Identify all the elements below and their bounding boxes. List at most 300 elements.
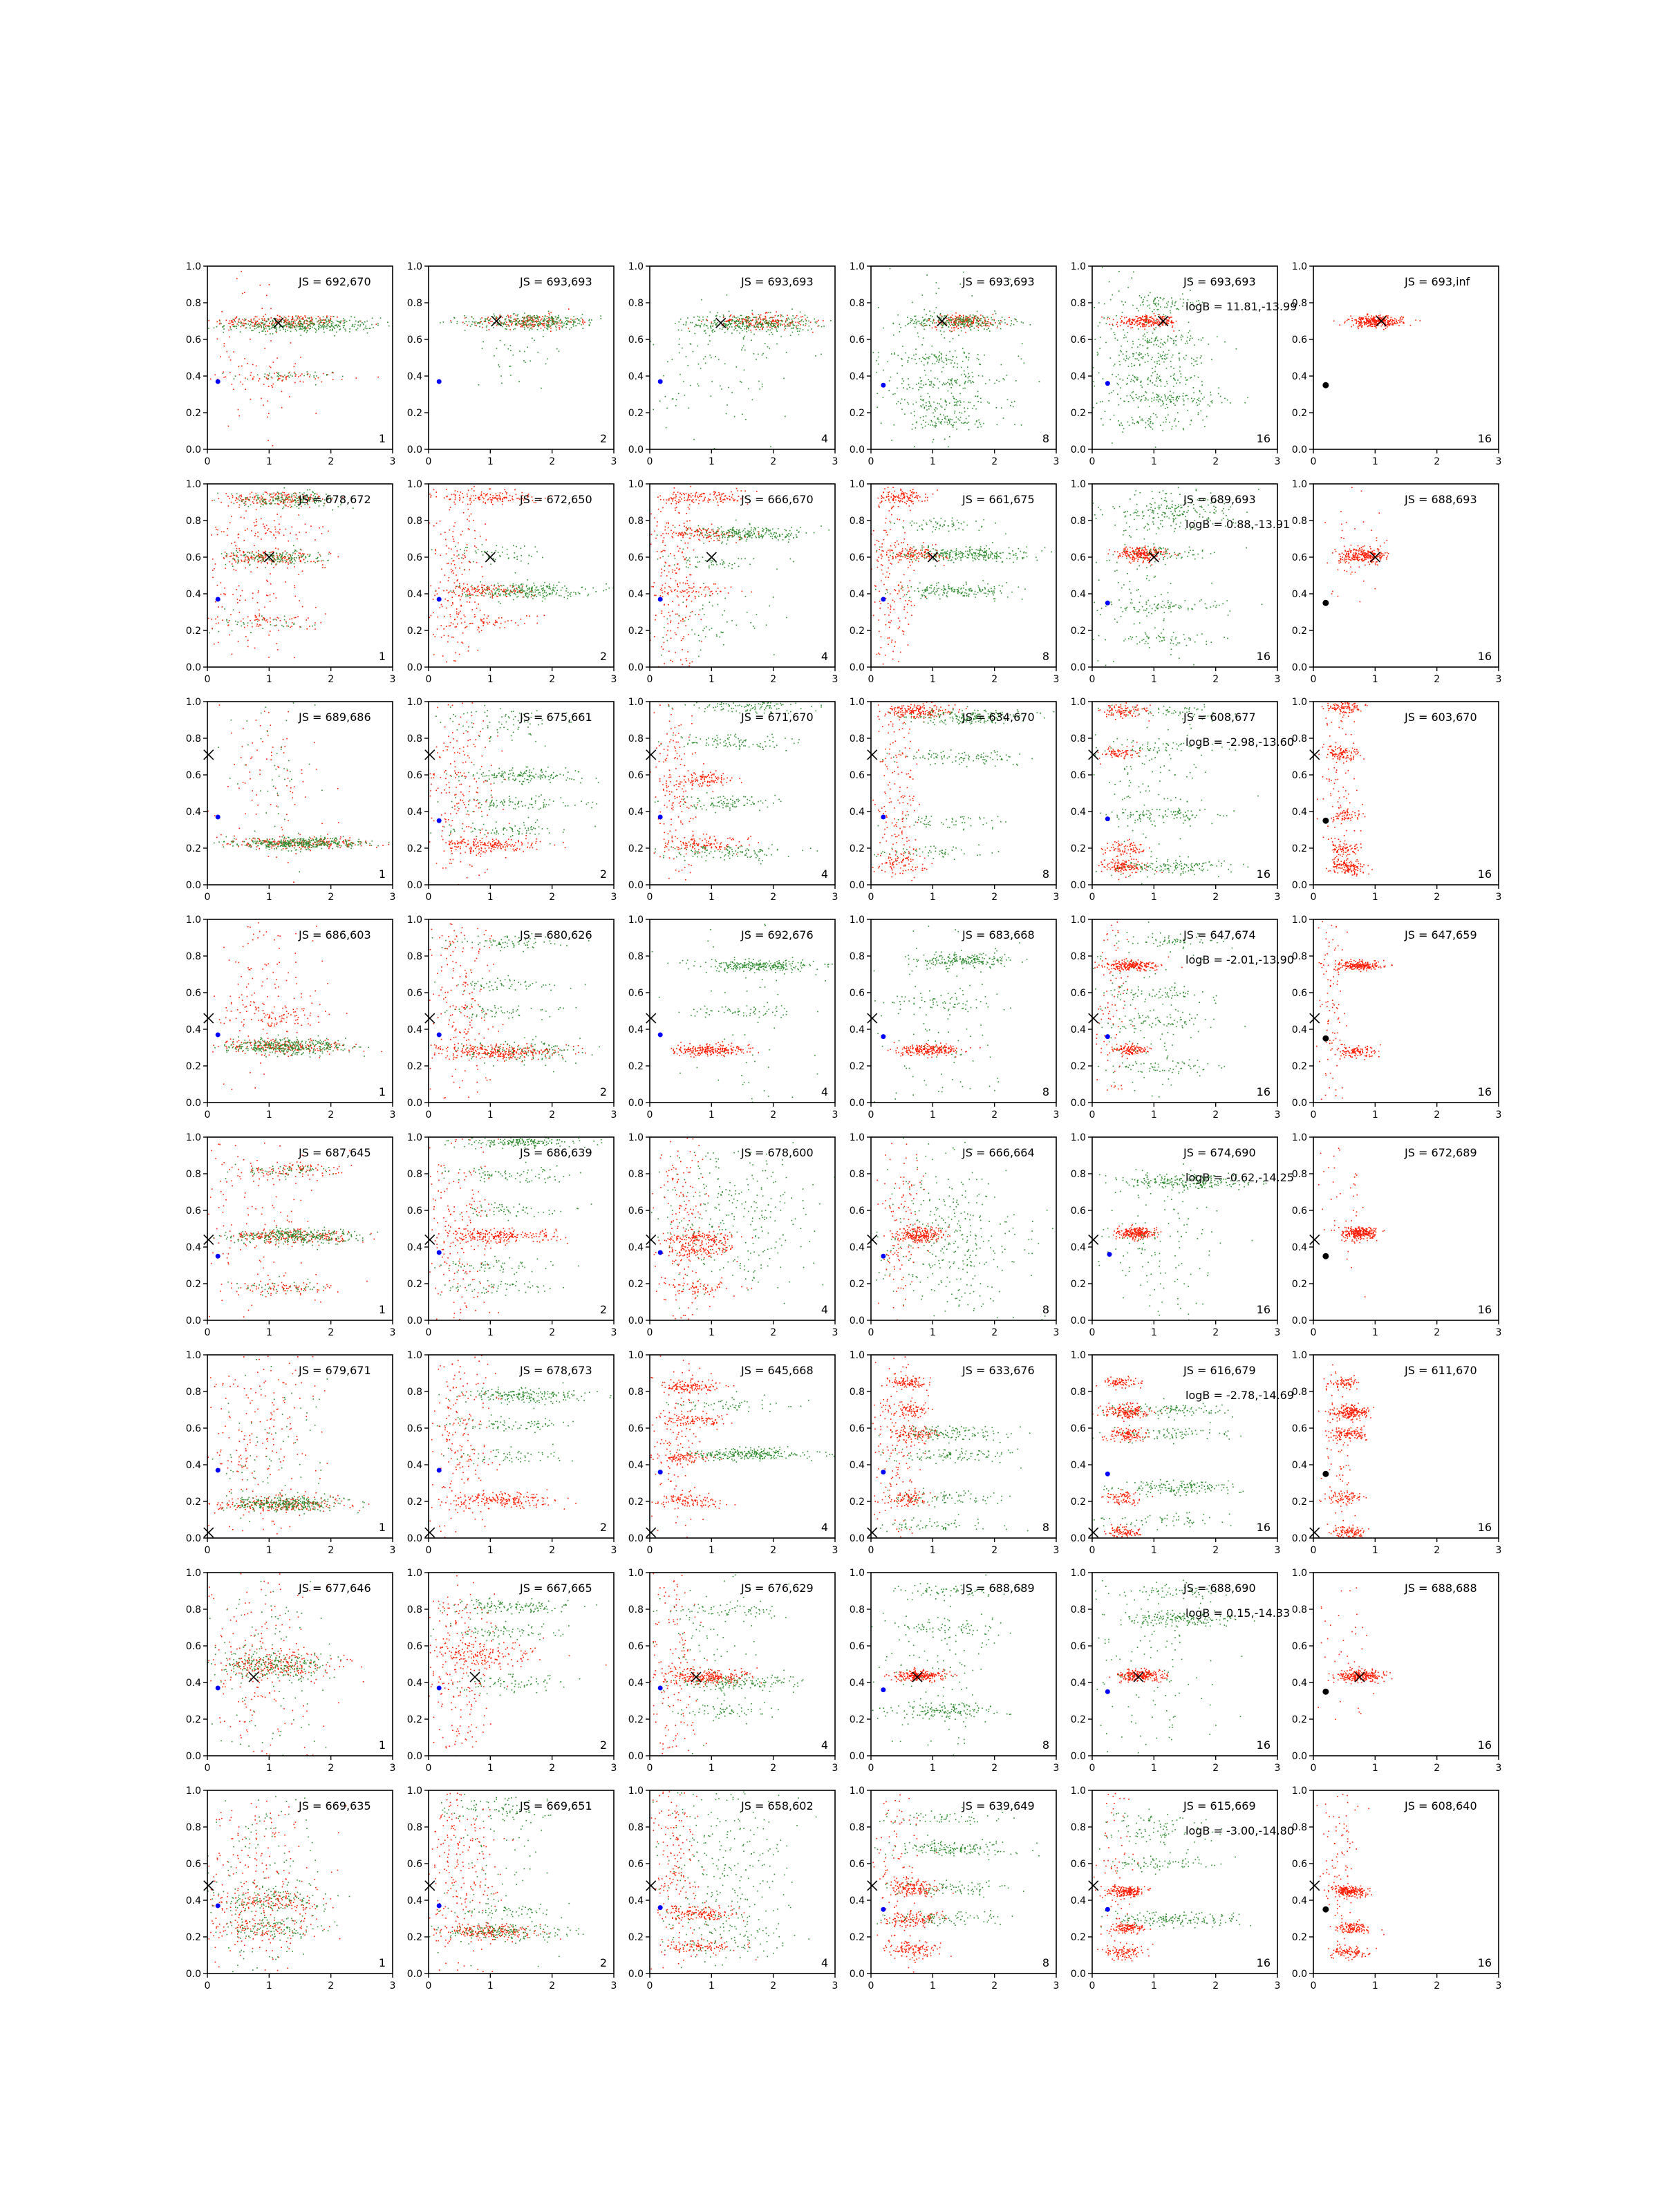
data-point xyxy=(967,408,968,409)
data-point xyxy=(996,407,997,409)
data-point xyxy=(978,359,980,360)
data-point xyxy=(318,328,319,330)
data-point xyxy=(1178,398,1179,400)
data-point xyxy=(256,619,258,620)
data-point xyxy=(763,326,765,328)
data-point xyxy=(284,558,285,559)
data-point xyxy=(288,494,290,495)
data-point xyxy=(270,630,271,632)
data-point xyxy=(250,632,252,633)
data-point xyxy=(798,328,799,330)
data-point xyxy=(1158,377,1159,379)
data-point xyxy=(345,330,346,332)
data-point xyxy=(1156,322,1158,324)
data-point xyxy=(951,380,953,382)
data-point xyxy=(723,317,724,319)
data-point xyxy=(1168,350,1170,351)
data-point xyxy=(300,549,301,550)
data-point xyxy=(970,316,971,317)
data-point xyxy=(968,377,969,379)
data-point xyxy=(359,321,361,322)
data-point xyxy=(1109,393,1110,395)
data-point xyxy=(1186,395,1188,396)
data-point xyxy=(1396,319,1397,321)
data-point xyxy=(971,329,972,330)
data-point xyxy=(343,318,344,319)
data-point xyxy=(742,322,744,324)
data-point xyxy=(238,409,239,411)
data-point xyxy=(504,322,505,324)
data-point xyxy=(271,532,272,533)
data-point xyxy=(508,348,509,350)
data-point xyxy=(541,328,542,329)
data-point xyxy=(916,422,917,424)
data-point xyxy=(269,500,270,502)
data-point xyxy=(1171,397,1172,398)
data-point xyxy=(1152,368,1153,369)
data-point xyxy=(285,377,287,379)
data-point xyxy=(303,321,305,323)
data-point xyxy=(273,593,274,594)
data-point xyxy=(782,321,783,323)
data-point xyxy=(268,318,269,319)
x-tick-label: 1 xyxy=(1151,456,1157,467)
data-point xyxy=(986,326,987,327)
data-point xyxy=(1123,379,1124,381)
y-tick-label: 0.0 xyxy=(1292,444,1307,456)
data-point xyxy=(297,551,298,552)
data-point xyxy=(726,413,727,415)
data-point xyxy=(796,315,798,317)
data-point xyxy=(1208,344,1210,345)
data-point xyxy=(798,335,800,336)
data-point xyxy=(1147,342,1149,344)
data-point xyxy=(274,324,275,325)
data-point xyxy=(981,427,982,428)
data-point xyxy=(1117,326,1118,328)
data-point xyxy=(256,325,257,326)
data-point xyxy=(279,319,280,320)
data-point xyxy=(223,373,224,375)
data-point xyxy=(332,372,333,373)
data-point xyxy=(1386,319,1387,320)
data-point xyxy=(1165,422,1167,423)
data-point xyxy=(255,321,256,322)
data-point xyxy=(954,325,955,326)
data-point xyxy=(957,401,959,402)
data-point xyxy=(814,319,815,320)
data-point xyxy=(581,317,582,319)
data-point xyxy=(305,328,306,330)
data-point xyxy=(1171,395,1172,397)
data-point xyxy=(728,324,729,326)
data-point xyxy=(1135,358,1136,359)
data-point xyxy=(942,384,944,386)
data-point xyxy=(1112,442,1113,444)
data-point xyxy=(330,318,331,319)
data-point xyxy=(329,326,330,328)
data-point xyxy=(915,327,916,328)
data-point xyxy=(926,321,928,322)
data-point xyxy=(315,607,317,608)
data-point xyxy=(675,405,677,406)
data-point xyxy=(548,326,550,327)
data-point xyxy=(257,375,259,376)
data-point xyxy=(263,501,265,503)
data-point xyxy=(270,552,272,553)
data-point xyxy=(237,599,238,600)
data-point xyxy=(234,320,235,321)
data-point xyxy=(243,384,244,385)
data-point xyxy=(223,332,224,333)
data-point xyxy=(265,373,266,375)
y-tick-label: 0.0 xyxy=(850,444,865,456)
data-point xyxy=(815,355,816,357)
data-point xyxy=(924,358,926,359)
data-point xyxy=(1138,339,1140,340)
data-point xyxy=(215,563,216,565)
data-point xyxy=(770,446,771,447)
data-point xyxy=(291,321,292,323)
data-point xyxy=(1139,295,1141,297)
data-point xyxy=(767,346,769,348)
data-point xyxy=(241,366,243,367)
data-point xyxy=(1132,398,1134,400)
data-point xyxy=(762,323,763,324)
data-point xyxy=(933,402,935,403)
data-point xyxy=(959,404,961,406)
data-point xyxy=(538,326,539,328)
data-point xyxy=(1098,302,1100,303)
data-point xyxy=(805,315,806,316)
data-point xyxy=(287,502,288,503)
data-point xyxy=(1004,319,1006,321)
data-point xyxy=(924,364,925,366)
data-point xyxy=(1188,398,1189,400)
data-point xyxy=(749,321,750,322)
data-point xyxy=(219,324,221,325)
data-point xyxy=(966,356,967,357)
data-point xyxy=(241,271,242,272)
data-point xyxy=(977,326,979,327)
data-point xyxy=(1218,387,1219,388)
data-point xyxy=(330,326,331,328)
data-point xyxy=(1161,339,1162,340)
data-point xyxy=(565,321,566,323)
data-point xyxy=(296,315,297,317)
data-point xyxy=(258,561,259,563)
data-point xyxy=(234,503,235,505)
data-point xyxy=(1197,357,1198,359)
x-tick-label: 2 xyxy=(328,456,334,467)
data-point xyxy=(279,375,281,377)
data-point xyxy=(992,324,993,326)
data-point xyxy=(262,619,263,621)
data-point xyxy=(966,321,967,322)
data-point xyxy=(1158,304,1159,306)
data-point xyxy=(601,318,602,319)
data-point xyxy=(1132,344,1134,345)
data-point xyxy=(243,619,244,620)
data-point xyxy=(285,621,287,622)
data-point xyxy=(565,327,567,328)
data-point xyxy=(516,323,517,324)
data-point xyxy=(984,355,985,356)
data-point xyxy=(548,324,550,326)
data-point xyxy=(507,315,509,316)
data-point xyxy=(1152,401,1153,402)
data-point xyxy=(241,495,242,496)
data-point xyxy=(538,319,539,320)
data-point xyxy=(269,503,270,505)
data-point xyxy=(960,324,962,326)
data-point xyxy=(238,585,240,587)
data-point xyxy=(766,312,767,313)
data-point xyxy=(244,555,245,556)
data-point xyxy=(1139,364,1141,365)
data-point xyxy=(771,317,773,319)
data-point xyxy=(312,491,313,493)
data-point xyxy=(306,326,307,328)
data-point xyxy=(545,319,546,321)
data-point xyxy=(1132,420,1134,421)
data-point xyxy=(1170,337,1172,339)
data-point xyxy=(285,500,286,501)
data-point xyxy=(328,321,329,322)
data-point xyxy=(475,325,476,326)
data-point xyxy=(935,327,937,328)
data-point xyxy=(289,396,290,397)
data-point xyxy=(226,320,227,321)
data-point xyxy=(942,327,944,328)
data-point xyxy=(1360,326,1361,327)
data-point xyxy=(238,537,239,538)
data-point xyxy=(978,323,980,324)
data-point xyxy=(1119,361,1121,362)
data-point xyxy=(1021,321,1022,323)
data-point xyxy=(1142,357,1143,358)
data-point xyxy=(1134,400,1135,402)
data-point xyxy=(254,376,255,377)
data-point xyxy=(323,560,324,561)
data-point xyxy=(1197,399,1198,400)
data-point xyxy=(259,554,261,556)
data-point xyxy=(1159,326,1161,328)
data-point xyxy=(758,319,759,321)
data-point xyxy=(234,559,236,560)
data-point xyxy=(321,319,322,321)
data-point xyxy=(279,554,281,555)
data-point xyxy=(293,545,294,547)
data-point xyxy=(780,316,782,317)
data-point xyxy=(296,534,297,536)
data-point xyxy=(223,377,225,378)
data-point xyxy=(776,321,777,322)
data-point xyxy=(953,366,955,368)
data-point xyxy=(1173,386,1174,387)
data-point xyxy=(1179,358,1180,359)
data-point xyxy=(288,319,289,321)
data-point xyxy=(921,325,923,326)
data-point xyxy=(753,353,755,355)
data-point xyxy=(245,599,246,601)
data-point xyxy=(247,640,249,641)
data-point xyxy=(935,377,936,379)
data-point xyxy=(268,375,270,376)
data-point xyxy=(1227,400,1228,401)
reference-point xyxy=(1322,382,1329,388)
data-point xyxy=(915,354,917,355)
data-point xyxy=(219,321,221,322)
data-point xyxy=(281,559,282,561)
data-point xyxy=(963,272,964,273)
data-point xyxy=(772,334,774,335)
data-point xyxy=(315,332,317,333)
data-point xyxy=(307,320,308,321)
data-point xyxy=(1174,373,1175,375)
data-point xyxy=(1152,318,1154,319)
data-point xyxy=(767,320,768,321)
data-point xyxy=(1169,422,1170,423)
data-point xyxy=(518,381,520,382)
data-point xyxy=(1344,322,1345,324)
data-point xyxy=(254,619,256,621)
data-point xyxy=(299,328,301,330)
x-tick-label: 0 xyxy=(205,456,211,467)
data-point xyxy=(727,329,729,330)
data-point xyxy=(1172,322,1174,324)
data-point xyxy=(945,322,946,324)
data-point xyxy=(229,357,230,358)
data-point xyxy=(781,320,782,321)
data-point xyxy=(1181,373,1182,375)
data-point xyxy=(715,324,716,326)
data-point xyxy=(1174,302,1176,303)
data-point xyxy=(1094,386,1096,387)
data-point xyxy=(323,327,324,328)
data-point xyxy=(706,319,707,320)
data-point xyxy=(723,316,724,317)
data-point xyxy=(957,379,958,380)
data-point xyxy=(985,319,986,321)
data-point xyxy=(282,508,283,509)
data-point xyxy=(266,326,268,327)
data-point xyxy=(762,353,764,355)
data-point xyxy=(749,325,751,326)
data-point xyxy=(254,328,256,330)
data-point xyxy=(526,325,527,326)
data-point xyxy=(514,313,515,315)
data-point xyxy=(968,373,969,375)
data-point xyxy=(259,502,261,503)
data-point xyxy=(988,328,989,329)
data-point xyxy=(232,594,234,595)
data-point xyxy=(244,505,245,506)
data-point xyxy=(729,316,731,317)
data-point xyxy=(279,559,280,561)
y-tick-label: 0.8 xyxy=(407,298,422,309)
data-point xyxy=(722,328,723,330)
data-point xyxy=(926,274,928,276)
data-point xyxy=(1201,381,1203,382)
data-point xyxy=(724,332,726,333)
data-point xyxy=(270,496,272,498)
data-point xyxy=(792,332,794,333)
data-point xyxy=(272,498,274,499)
data-point xyxy=(733,316,735,317)
data-point xyxy=(1117,383,1118,384)
data-point xyxy=(983,317,984,319)
data-point xyxy=(984,325,985,326)
subplot xyxy=(850,261,1060,467)
data-point xyxy=(259,619,260,621)
data-point xyxy=(1143,326,1145,328)
data-point xyxy=(1112,324,1114,325)
data-point xyxy=(693,439,695,440)
data-point xyxy=(765,319,767,320)
data-point xyxy=(1132,347,1133,348)
data-point xyxy=(937,418,939,420)
data-point xyxy=(923,416,924,418)
data-point xyxy=(912,404,914,405)
data-point xyxy=(344,321,346,323)
data-point xyxy=(265,557,266,559)
data-point xyxy=(1163,318,1165,319)
data-point xyxy=(944,384,946,385)
data-point xyxy=(684,395,686,396)
data-point xyxy=(1127,422,1129,423)
data-point xyxy=(780,323,781,324)
data-point xyxy=(252,501,254,503)
data-point xyxy=(978,330,980,331)
data-point xyxy=(1011,324,1013,325)
data-point xyxy=(1094,307,1095,308)
data-point xyxy=(327,324,328,326)
data-point xyxy=(469,321,470,323)
data-point xyxy=(245,530,246,532)
data-point xyxy=(237,621,238,623)
data-point xyxy=(1140,326,1141,328)
data-point xyxy=(275,499,276,500)
data-point xyxy=(937,359,939,361)
data-point xyxy=(1202,337,1203,339)
data-point xyxy=(720,316,721,317)
data-point xyxy=(949,384,950,386)
data-point xyxy=(971,326,972,327)
x-tick-label: 2 xyxy=(549,456,555,467)
data-point xyxy=(1174,342,1175,344)
data-point xyxy=(724,321,725,322)
data-point xyxy=(366,328,368,330)
data-point xyxy=(1014,401,1015,402)
data-point xyxy=(538,323,539,324)
data-point xyxy=(326,374,328,375)
data-point xyxy=(272,333,274,335)
data-point xyxy=(534,326,535,327)
data-point xyxy=(1163,298,1165,299)
data-point xyxy=(958,418,959,420)
y-tick-label: 0.6 xyxy=(407,335,422,346)
data-point xyxy=(263,558,264,559)
data-point xyxy=(295,503,297,504)
data-point xyxy=(890,377,892,378)
data-point xyxy=(1147,340,1148,341)
data-point xyxy=(1010,326,1011,327)
data-point xyxy=(311,317,312,318)
data-point xyxy=(1157,340,1159,341)
data-point xyxy=(893,335,894,336)
data-point xyxy=(810,321,812,323)
